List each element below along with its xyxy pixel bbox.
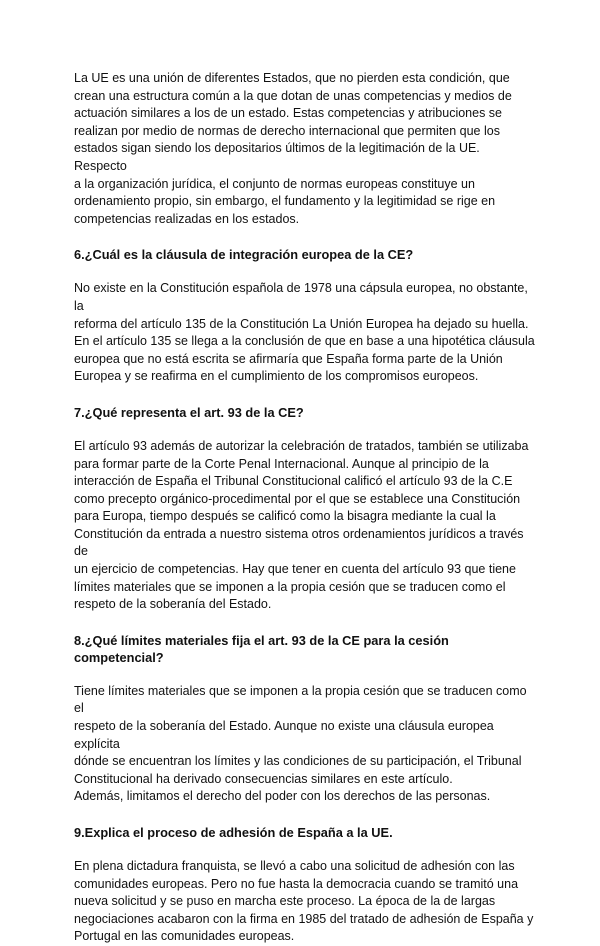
heading-question-9: 9.Explica el proceso de adhesión de España a la UE. bbox=[74, 825, 393, 840]
heading-question-8: 8.¿Qué límites materiales fija el art. 93 de la CE para la cesión competencial? bbox=[74, 632, 449, 665]
paragraph-answer-6: No existe en la Constitución española de 1978 una cápsula europea, no obstante, la reforma del artículo 135 de la Constitución La Unión Europea ha dejado su huella. En el artículo 135 se llega a la conclusión de que en base a una hipotética cláusula europea que no está escrita se afirmaría que España forma parte de la Unión Europea y se reafirma en el cumplimiento de los compromisos europeos. bbox=[74, 281, 535, 384]
document-page bbox=[74, 70, 536, 946]
paragraph-ue-definition: La UE es una unión de diferentes Estados, que no pierden esta condición, que crean una estructura común a la que dotan de unas competencias y medios de actuación similares a los de un estado. Estas competencias y atribuciones se realizan por medio de normas de derecho internacional que permiten que los estados sigan siendo los depositarios últimos de la legitimación de la UE. Respecto a la organización jurídica, el conjunto de normas europeas constituye un ordenamiento propio, sin embargo, el fundamento y la legitimidad se rige en competencias realizadas en los estados. bbox=[74, 71, 512, 226]
paragraph-answer-9: En plena dictadura franquista, se llevó a cabo una solicitud de adhesión con las comunidades europeas. Pero no fue hasta la democracia cuando se tramitó una nueva solicitud y se puso en marcha este proceso. La época de la de largas negociaciones acabaron con la firma en 1985 del tratado de adhesión de España y Portugal en las comunidades europeas. bbox=[74, 859, 534, 944]
paragraph-answer-7: El artículo 93 además de autorizar la celebración de tratados, también se utilizaba para formar parte de la Corte Penal Internacional. Aunque al principio de la interacción de España el Tribunal Constitucional calificó el artículo 93 de la C.E como precepto orgánico-procedimental por el que se establece una Constitución para Europa, tiempo después se calificó como la bisagra mediante la cual la Constitución da entrada a nuestro sistema otros ordenamientos jurídicos a través de un ejercicio de competencias. Hay que tener en cuenta del artículo 93 que tiene límites materiales que se imponen a la propia cesión que se traducen como el respeto de la soberanía del Estado. bbox=[74, 438, 529, 612]
heading-question-6: 6.¿Cuál es la cláusula de integración europea de la CE? bbox=[74, 247, 414, 263]
paragraph-answer-8: Tiene límites materiales que se imponen a la propia cesión que se traducen como el respeto de la soberanía del Estado. Aunque no existe una cláusula europea explícita dónde se encuentran los límites y las condiciones de su participación, el Tribunal Constitucional ha derivado consecuencias similares en este artículo. Además, limitamos el derecho del poder con los derechos de las personas. bbox=[74, 683, 527, 804]
heading-question-7: 7.¿Qué representa el art. 93 de la CE? bbox=[74, 404, 304, 420]
